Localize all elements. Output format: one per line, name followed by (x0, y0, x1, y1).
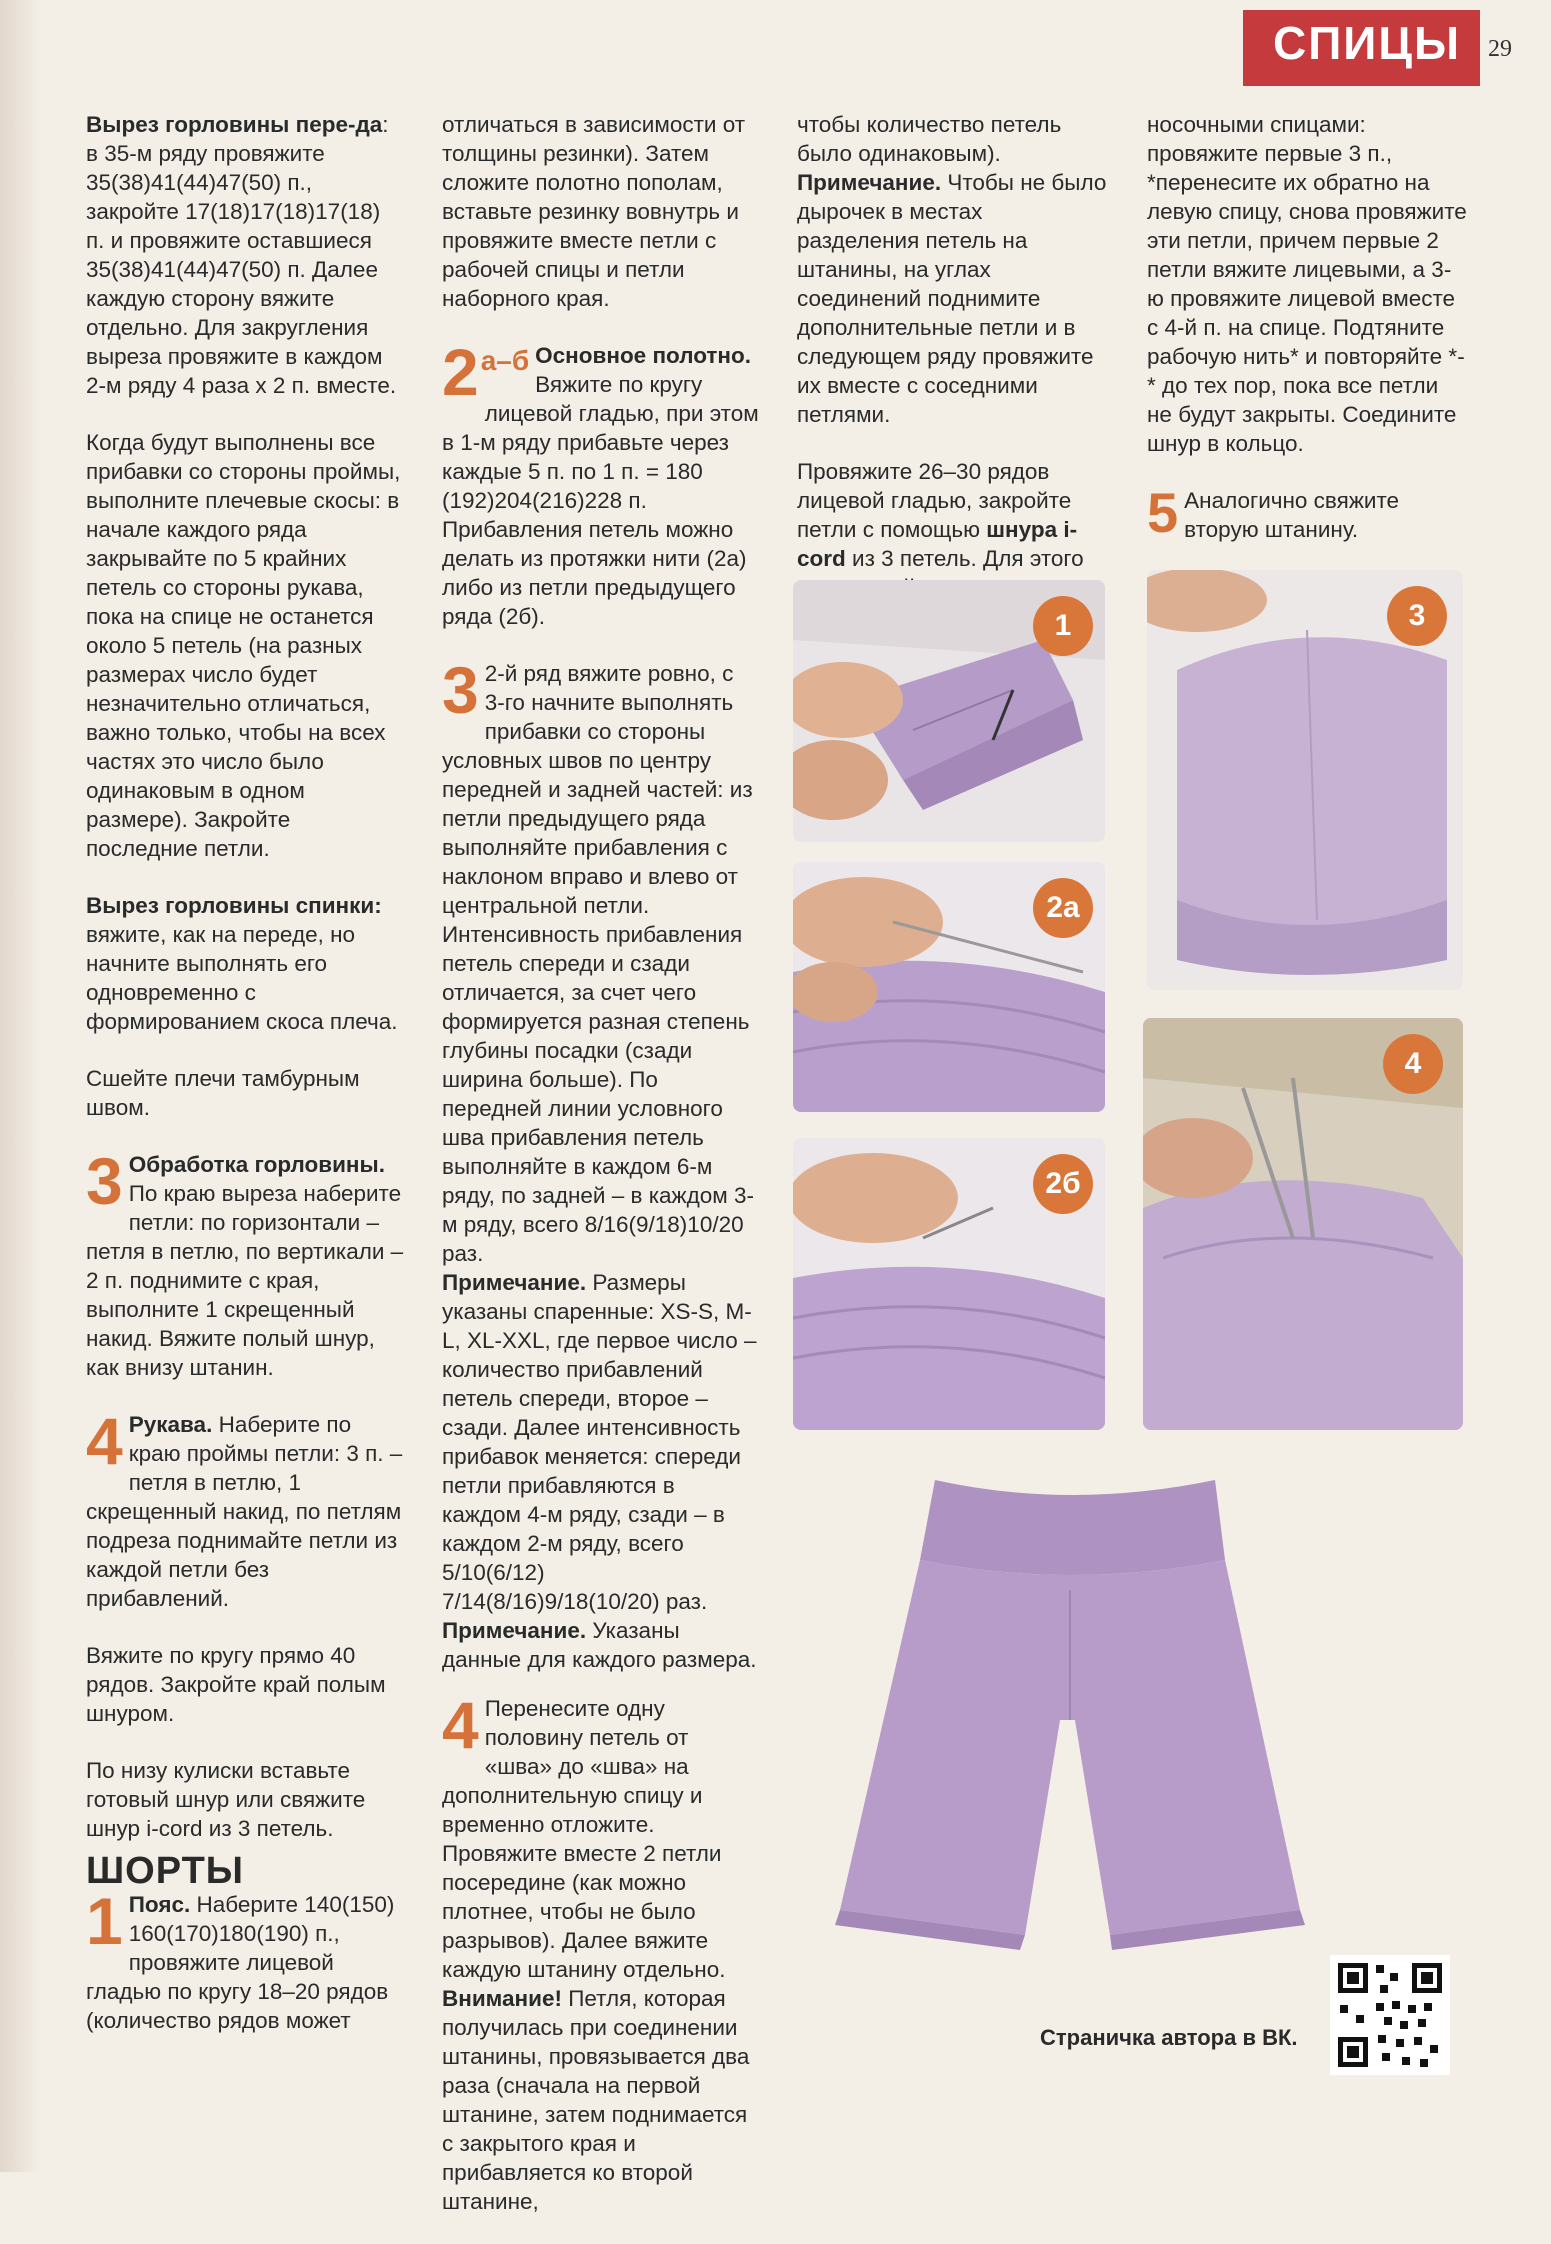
note-sizes (442, 1268, 759, 1616)
photo-badge: 4 (1383, 1034, 1443, 1094)
step-number: 5 (1147, 481, 1179, 544)
step-number: 3 (442, 653, 479, 727)
step-second-leg (1147, 481, 1467, 544)
photo-step-2a (793, 862, 1105, 1112)
qr-code-icon (1330, 1955, 1450, 2075)
text-column-4 (1147, 110, 1467, 572)
paragraph-shoulders: Сшейте плечи тамбурным швом. (86, 1066, 360, 1120)
paragraph-title: Вырез горловины пере-да (86, 112, 383, 137)
section-label: СПИЦЫ (1273, 17, 1461, 69)
photo-badge: 2б (1033, 1154, 1093, 1214)
step-text: По краю выреза наберите петли: по горизонтали – петля в петлю, по вертикали – 2 п. поднимите с края, выполните 1 скрещенный накид. Вяжите полый шнур, как внизу штанин. (86, 1181, 404, 1380)
note-text: Чтобы не было дырочек в местах разделения петель на штанины, на углах соединений поднимите дополнительные петли и в следующем ряду провяжите их вместе с соседними петлями. (797, 170, 1107, 427)
note-title: Примечание. (442, 1618, 587, 1643)
section-title-shorts: ШОРТЫ (86, 1850, 245, 1892)
note-title: Примечание. (797, 170, 942, 195)
paragraph-continuation (797, 110, 1110, 429)
step-text: 2-й ряд вяжите ровно, с 3-го начните выполнять прибавки со стороны условных швов по центру передней и задней частей: из петли предыдущего ряда выполняйте прибавления с наклоном вправо и влево от центральной петли. Интенсивность прибавления петель спереди и сзади отличается, за счет чего формируется разная степень глубины посадки (сзади ширина больше). По передней линии условного шва прибавления петель выполняйте в каждом 6-м ряду, по задней – в каждом 3-м ряду, всего 8/16(9/18)10/20 раз. (442, 661, 754, 1266)
paragraph-sleeve-rows: Вяжите по кругу прямо 40 рядов. Закройте край полым шнуром. (86, 1643, 386, 1726)
step-split-legs (442, 1688, 759, 2216)
step-text: Перенесите одну половину петель от «шва» до «шва» на дополнительную спицу и временно отложите. Провяжите вместе 2 петли посередине (как можно плотнее, чтобы не было разрывов). Далее вяжите каждую штанину отдельно. (442, 1696, 726, 1982)
paragraph-text: из 3 петель. Для этого (852, 546, 1084, 571)
text-column-2 (442, 110, 759, 2244)
photo-step-3 (1147, 570, 1463, 990)
photo-badge: 3 (1387, 586, 1447, 646)
paragraph-title: Вырез горловины спинки: (86, 893, 382, 918)
finished-shorts-photo (820, 1440, 1320, 1980)
page-number: 29 (1488, 36, 1512, 62)
photo-step-1 (793, 580, 1105, 842)
step-title: Пояс. (128, 1892, 191, 1917)
note-title: Примечание. (442, 1270, 587, 1295)
step-sub-label: а–б (480, 345, 530, 376)
attention-text: Петля, которая получилась при соединении штанины, провязывается два раза (сначала на первой штанине, затем поднимается с закрытого края и прибавляется ко второй штанине, (442, 1986, 750, 2214)
paragraph-text: вяжите, как на переде, но начните выполнять его одновременно с формированием скоса плеча. (86, 922, 398, 1034)
photo-badge: 2а (1033, 878, 1093, 938)
step-main-fabric (442, 335, 759, 631)
paragraph-cord: По низу кулиски вставьте готовый шнур или свяжите шнур i-cord из 3 петель. (86, 1758, 366, 1841)
paragraph-text: : в 35-м ряду провяжите 35(38)41(44)47(50) п., закройте 17(18)17(18)17(18) п. и провяжите оставшиеся 35(38)41(44)47(50) п. Далее каждую сторону вяжите отдельно. Для закругления выреза провяжите в каждом 2-м ряду 4 раза х 2 п. вместе. (86, 112, 397, 398)
qr-code[interactable] (1330, 1955, 1450, 2075)
step-title: Обработка горловины. (128, 1152, 385, 1177)
paragraph-text: чтобы количество петель было одинаковым). (797, 112, 1062, 166)
paragraph-shoulder-bevels: Когда будут выполнены все прибавки со стороны проймы, выполните плечевые скосы: в начале каждого ряда закрывайте по 5 крайних петель со стороны рукава, пока на спице не останется около 5 петель (на разных размерах число будет незначительно отличаться, важно только, чтобы на всех частях это число было одинаковым в одном размере). Закройте последние петли. (86, 430, 401, 861)
section-header-band (1243, 10, 1480, 86)
step-title: Основное полотно. (535, 343, 752, 368)
note-text: Размеры указаны спаренные: XS-S, M-L, XL-XXL, где первое число – количество прибавлений петель спереди, второе – сзади. Далее интенсивность прибавок меняется: спереди петли прибавляются в каждом 4-м ряду, сзади – в каждом 2-м ряду, всего 5/10(6/12) 7/14(8/16)9/18(10/20) раз. (442, 1270, 757, 1614)
step-number: 4 (86, 1404, 123, 1478)
text-column-3 (797, 110, 1110, 630)
paragraph-neckline-back (86, 891, 404, 1036)
paragraph-continuation: отличаться в зависимости от толщины резинки). Затем сложите полотно пополам, вставьте резинку вовнутрь и провяжите вместе петли с рабочей спицы и петли наборного края. (442, 112, 746, 311)
step-number: 4 (442, 1688, 479, 1762)
emphasis-icord: шнура i-cord (797, 517, 1078, 571)
step-number: 2 (442, 335, 479, 409)
note-each-size (442, 1616, 759, 1674)
step-increases (442, 653, 759, 1268)
text-column-1 (86, 110, 404, 2063)
step-number: 3 (86, 1144, 123, 1218)
paragraph-text: Провяжите 26–30 рядов лицевой гладью, закройте петли с помощью (797, 459, 1072, 542)
step-text: Наберите 140(150) 160(170)180(190) п., провяжите лицевой гладью по кругу 18–20 рядов (количество рядов может (86, 1892, 395, 2033)
paragraph-icord-steps: носочными спицами: провяжите первые 3 п., *перенесите их обратно на левую спицу, снова провяжите эти петли, причем первые 2 петли вяжите лицевыми, а 3-ю провяжите лицевой вместе с 4-й п. на спице. Подтяните рабочую нить* и повторяйте *-* до тех пор, пока все петли не будут закрыты. Соедините шнур в кольцо. (1147, 112, 1467, 456)
step-title: Рукава. (128, 1412, 213, 1437)
note-text: Указаны данные для каждого размера. (442, 1618, 757, 1672)
page-gutter-shadow (0, 0, 40, 2172)
paragraph-neckline-front (86, 110, 404, 400)
step-waistband (86, 1884, 404, 2035)
step-sleeves (86, 1404, 404, 1613)
step-neckline-finishing (86, 1144, 404, 1382)
photo-step-4 (1143, 1018, 1463, 1430)
photo-step-2b (793, 1138, 1105, 1430)
step-text: Наберите по краю проймы петли: 3 п. – петля в петлю, 1 скрещенный накид, по петлям подреза поднимайте петли из каждой петли без прибавлений. (86, 1412, 403, 1611)
step-text: Вяжите по кругу лицевой гладью, при этом в 1-м ряду прибавьте через каждые 5 п. по 1 п. = 180 (192)204(216)228 п. Прибавления петель можно делать из протяжки нити (2а) либо из петли предыдущего ряда (2б). (442, 372, 759, 629)
photo-badge: 1 (1033, 596, 1093, 656)
step-text: Аналогично свяжите вторую штанину. (1184, 488, 1400, 542)
author-page-caption: Страничка автора в ВК. (1040, 2025, 1298, 2050)
step-number: 1 (86, 1884, 123, 1958)
attention-title: Внимание! (442, 1986, 562, 2011)
